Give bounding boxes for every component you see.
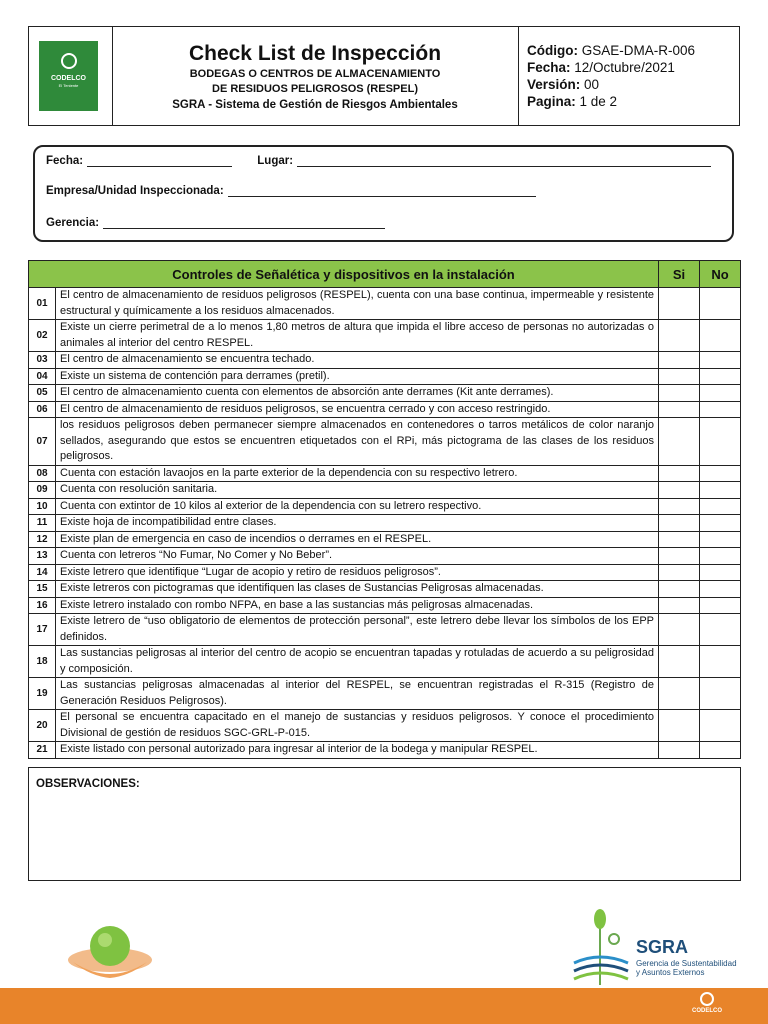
table-header-row	[29, 261, 741, 288]
table-row	[29, 564, 741, 581]
si-checkbox-cell[interactable]	[659, 710, 700, 742]
codelco-footer-seal-icon	[700, 992, 714, 1006]
item-number: 02	[29, 320, 56, 352]
item-text: Existe plan de emergencia en caso de incendios o derrames en el RESPEL.	[56, 531, 659, 548]
item-text: El centro de almacenamiento de residuos peligrosos (RESPEL), cuenta con una base continua, impermeable y resistente estructural y químicamente a los residuos almacenados.	[56, 288, 659, 320]
logo-cell	[29, 27, 113, 125]
sgra-logo	[568, 905, 768, 987]
col-no-header: No	[700, 261, 741, 288]
table-row	[29, 597, 741, 614]
table-row	[29, 320, 741, 352]
logo-text: CODELCO	[51, 75, 86, 82]
version-value: 00	[584, 77, 600, 92]
no-checkbox-cell[interactable]	[700, 320, 741, 352]
fecha-label: Fecha:	[527, 60, 571, 75]
codelco-footer-text: CODELCO	[692, 1008, 722, 1014]
observaciones-label: OBSERVACIONES:	[36, 778, 140, 790]
si-checkbox-cell[interactable]	[659, 352, 700, 369]
no-checkbox-cell[interactable]	[700, 465, 741, 482]
sgra-subtitle-2: y Asuntos Externos	[636, 968, 705, 977]
table-row	[29, 385, 741, 402]
info-fecha-label: Fecha:	[46, 155, 84, 167]
document-header	[28, 26, 740, 126]
item-text: Existe letreros con pictogramas que identifiquen las clases de Sustancias Peligrosas almacenadas.	[56, 581, 659, 598]
si-checkbox-cell[interactable]	[659, 614, 700, 646]
si-checkbox-cell[interactable]	[659, 401, 700, 418]
no-checkbox-cell[interactable]	[700, 368, 741, 385]
no-checkbox-cell[interactable]	[700, 418, 741, 466]
si-checkbox-cell[interactable]	[659, 498, 700, 515]
document-subtitle-2: DE RESIDUOS PELIGROSOS (RESPEL)	[212, 83, 418, 95]
document-subtitle-3: SGRA - Sistema de Gestión de Riesgos Ambientales	[172, 99, 458, 111]
item-text: Cuenta con letreros “No Fumar, No Comer y No Beber”.	[56, 548, 659, 565]
si-checkbox-cell[interactable]	[659, 515, 700, 532]
observaciones-box[interactable]	[28, 767, 741, 881]
item-text: Existe un sistema de contención para derrames (pretil).	[56, 368, 659, 385]
footer-bar	[0, 988, 768, 1024]
item-number: 20	[29, 710, 56, 742]
item-text: Existe letrero que identifique “Lugar de acopio y retiro de residuos peligrosos”.	[56, 564, 659, 581]
table-row	[29, 498, 741, 515]
item-number: 10	[29, 498, 56, 515]
no-checkbox-cell[interactable]	[700, 646, 741, 678]
si-checkbox-cell[interactable]	[659, 288, 700, 320]
no-checkbox-cell[interactable]	[700, 548, 741, 565]
si-checkbox-cell[interactable]	[659, 581, 700, 598]
sgra-plant-icon	[568, 905, 636, 987]
item-number: 01	[29, 288, 56, 320]
globe-hands-icon	[55, 920, 165, 990]
si-checkbox-cell[interactable]	[659, 531, 700, 548]
logo-tagline: El Teniente	[58, 83, 79, 88]
no-checkbox-cell[interactable]	[700, 742, 741, 759]
item-number: 11	[29, 515, 56, 532]
item-text: Cuenta con resolución sanitaria.	[56, 482, 659, 499]
item-text: Las sustancias peligrosas al interior del centro de acopio se encuentran tapadas y rotuladas de acuerdo a su peligrosidad y composición.	[56, 646, 659, 678]
fecha-row	[527, 59, 695, 76]
table-row	[29, 401, 741, 418]
table-row	[29, 288, 741, 320]
lugar-field[interactable]	[297, 155, 711, 167]
table-row	[29, 581, 741, 598]
table-row	[29, 646, 741, 678]
table-row	[29, 368, 741, 385]
item-number: 07	[29, 418, 56, 466]
item-text: Existe un cierre perimetral de a lo menos 1,80 metros de altura que impida el libre acceso de personas no autorizadas o animales al interior del centro RESPEL.	[56, 320, 659, 352]
item-number: 08	[29, 465, 56, 482]
si-checkbox-cell[interactable]	[659, 564, 700, 581]
empresa-row	[46, 185, 536, 197]
pagina-value: 1 de 2	[579, 94, 618, 109]
item-text: El centro de almacenamiento cuenta con elementos de absorción ante derrames (Kit ante derrames).	[56, 385, 659, 402]
fecha-value: 12/Octubre/2021	[574, 60, 675, 75]
document-title: Check List de Inspección	[188, 42, 442, 65]
inspection-info-box	[33, 145, 734, 242]
no-checkbox-cell[interactable]	[700, 564, 741, 581]
si-checkbox-cell[interactable]	[659, 385, 700, 402]
item-text: Existe letrero de “uso obligatorio de elementos de protección personal”, este letrero debe llevar los símbolos de los EPP definidos.	[56, 614, 659, 646]
document-meta	[527, 42, 695, 110]
table-row	[29, 678, 741, 710]
table-row	[29, 482, 741, 499]
item-number: 05	[29, 385, 56, 402]
checklist-body	[29, 288, 741, 759]
pagina-label: Pagina:	[527, 94, 576, 109]
si-checkbox-cell[interactable]	[659, 418, 700, 466]
table-row	[29, 614, 741, 646]
info-empresa-label: Empresa/Unidad Inspeccionada:	[46, 185, 224, 197]
table-row	[29, 548, 741, 565]
si-checkbox-cell[interactable]	[659, 465, 700, 482]
item-number: 19	[29, 678, 56, 710]
no-checkbox-cell[interactable]	[700, 385, 741, 402]
info-lugar-label: Lugar:	[257, 155, 294, 167]
item-number: 12	[29, 531, 56, 548]
sgra-subtitle	[636, 959, 737, 977]
item-number: 16	[29, 597, 56, 614]
table-row	[29, 742, 741, 759]
si-checkbox-cell[interactable]	[659, 482, 700, 499]
codigo-label: Código:	[527, 43, 578, 58]
item-text: El centro de almacenamiento se encuentra techado.	[56, 352, 659, 369]
si-checkbox-cell[interactable]	[659, 646, 700, 678]
item-text: El personal se encuentra capacitado en el manejo de sustancias y residuos peligrosos. Y conoce el procedimiento Divisional de gestión de residuos SGC-GRL-P-015.	[56, 710, 659, 742]
item-number: 15	[29, 581, 56, 598]
table-heading: Controles de Señalética y dispositivos en la instalación	[29, 261, 659, 288]
codelco-logo	[39, 41, 98, 111]
item-text: Cuenta con estación lavaojos en la parte exterior de la dependencia con su respectivo letrero.	[56, 465, 659, 482]
document-subtitle-1: BODEGAS O CENTROS DE ALMACENAMIENTO	[189, 68, 441, 80]
table-row	[29, 710, 741, 742]
item-number: 13	[29, 548, 56, 565]
version-row	[527, 76, 695, 93]
item-text: El centro de almacenamiento de residuos peligrosos, se encuentra cerrado y con acceso restringido.	[56, 401, 659, 418]
item-number: 03	[29, 352, 56, 369]
no-checkbox-cell[interactable]	[700, 401, 741, 418]
item-text: los residuos peligrosos deben permanecer siempre almacenados en contenedores o tarros metálicos de color naranjo sellados, asegurando que estos se encuentren etiquetados con el RPi, más pictograma de las clases de los residuos peligrosos.	[56, 418, 659, 466]
item-text: Existe listado con personal autorizado para ingresar al interior de la bodega y manipular RESPEL.	[56, 742, 659, 759]
item-number: 06	[29, 401, 56, 418]
no-checkbox-cell[interactable]	[700, 531, 741, 548]
version-label: Versión:	[527, 77, 581, 92]
table-row	[29, 465, 741, 482]
codigo-row	[527, 42, 695, 59]
col-si-header: Si	[659, 261, 700, 288]
table-row	[29, 531, 741, 548]
info-gerencia-label: Gerencia:	[46, 217, 100, 229]
no-checkbox-cell[interactable]	[700, 581, 741, 598]
table-row	[29, 352, 741, 369]
si-checkbox-cell[interactable]	[659, 742, 700, 759]
codelco-seal-icon	[61, 53, 77, 69]
checklist-table	[28, 260, 741, 759]
title-cell	[112, 27, 519, 125]
si-checkbox-cell[interactable]	[659, 597, 700, 614]
item-number: 18	[29, 646, 56, 678]
no-checkbox-cell[interactable]	[700, 352, 741, 369]
item-text: Las sustancias peligrosas almacenadas al interior del RESPEL, se encuentran registradas el R-315 (Registro de Generación Residuos Peligrosos).	[56, 678, 659, 710]
si-checkbox-cell[interactable]	[659, 368, 700, 385]
no-checkbox-cell[interactable]	[700, 482, 741, 499]
item-number: 17	[29, 614, 56, 646]
no-checkbox-cell[interactable]	[700, 678, 741, 710]
codigo-value: GSAE-DMA-R-006	[581, 43, 696, 58]
si-checkbox-cell[interactable]	[659, 678, 700, 710]
no-checkbox-cell[interactable]	[700, 597, 741, 614]
item-text: Existe letrero instalado con rombo NFPA, en base a las sustancias más peligrosas almacenadas.	[56, 597, 659, 614]
fecha-lugar-row	[46, 155, 711, 167]
gerencia-field[interactable]	[103, 217, 385, 229]
sgra-title: SGRA	[636, 937, 689, 957]
gerencia-row	[46, 217, 385, 229]
no-checkbox-cell[interactable]	[700, 288, 741, 320]
sgra-subtitle-1: Gerencia de Sustentabilidad	[636, 959, 737, 968]
no-checkbox-cell[interactable]	[700, 498, 741, 515]
table-row	[29, 418, 741, 466]
item-text: Cuenta con extintor de 10 kilos al exterior de la dependencia con su letrero respectivo.	[56, 498, 659, 515]
item-number: 04	[29, 368, 56, 385]
item-text: Existe hoja de incompatibilidad entre clases.	[56, 515, 659, 532]
no-checkbox-cell[interactable]	[700, 515, 741, 532]
item-number: 21	[29, 742, 56, 759]
no-checkbox-cell[interactable]	[700, 614, 741, 646]
si-checkbox-cell[interactable]	[659, 320, 700, 352]
item-number: 09	[29, 482, 56, 499]
item-number: 14	[29, 564, 56, 581]
pagina-row	[527, 93, 695, 110]
no-checkbox-cell[interactable]	[700, 710, 741, 742]
si-checkbox-cell[interactable]	[659, 548, 700, 565]
fecha-field[interactable]	[87, 155, 232, 167]
table-row	[29, 515, 741, 532]
empresa-field[interactable]	[228, 185, 536, 197]
